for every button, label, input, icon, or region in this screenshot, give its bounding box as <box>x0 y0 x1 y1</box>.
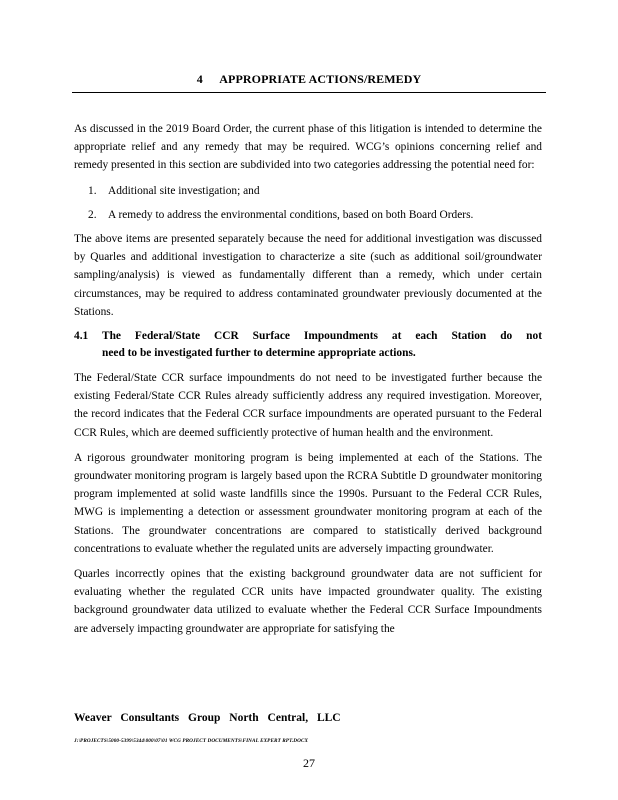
heading-rule <box>72 92 546 93</box>
list-item-text: A remedy to address the environmental conditions, based on both Board Orders. <box>108 208 474 221</box>
list-item-text: Additional site investigation; and <box>108 184 260 197</box>
body-paragraph-3: Quarles incorrectly opines that the existing background groundwater data are not sufficient for evaluating whether the regulated CCR units have impacted groundwater quality. The existing background groundwater data utilized to evaluate whether the Federal CCR Surface Impoundments are adversely impacting groundwater are appropriate for satisfying the <box>74 568 542 635</box>
subsection-number: 4.1 <box>74 330 89 343</box>
subsection-title-line-2: need to be investigated further to determine appropriate actions. <box>102 347 416 360</box>
category-list <box>74 182 542 224</box>
section-number: 4 <box>196 72 203 86</box>
body-paragraph-1: The Federal/State CCR surface impoundments do not need to be investigated further because the existing Federal/State CCR Rules already sufficiently address any required investigation. Moreover, the record indicates that the Federal CCR surface impoundments are operated pursuant to the Federal CCR Rules, which are deemed sufficiently protective of human health and the environment. <box>74 372 542 439</box>
intro-paragraph-2: The above items are presented separately because the need for additional investigation was discussed by Quarles and additional investigation to characterize a site (such as additional soil/groundwater sampling/analysis) is viewed as fundamentally different than a remedy, which under certain circumstances, may be required to address contaminated groundwater previously documented at the Stations. <box>74 233 542 318</box>
list-item <box>74 182 542 200</box>
page-number: 27 <box>303 756 315 770</box>
subsection-heading <box>74 328 542 362</box>
section-heading <box>72 72 546 87</box>
footer-company: Weaver Consultants Group North Central, LLC <box>74 712 341 724</box>
footer-file-path: J:\PROJECTS\5000-5399\5344\000\07\01 WCG PROJECT DOCUMENTS\FINAL EXPERT RPT.DOCX <box>74 738 309 744</box>
list-item-number: 2. <box>88 208 97 221</box>
subsection-title-line-1: The Federal/State CCR Surface Impoundments at each Station do not <box>102 330 542 343</box>
page-content <box>74 120 542 645</box>
body-paragraph-2: A rigorous groundwater monitoring program is being implemented at each of the Stations. The groundwater monitoring program is largely based upon the RCRA Subtitle D groundwater monitoring program implemented at solid waste landfills since the 1990s. Pursuant to the Federal CCR Rules, MWG is implementing a detection or assessment groundwater monitoring program at each of the Stations. The groundwater concentrations are compared to statistically derived background concentrations to evaluate whether the regulated units are adversely impacting groundwater. <box>74 451 542 555</box>
list-item-number: 1. <box>88 184 97 197</box>
section-title: APPROPRIATE ACTIONS/REMEDY <box>219 72 422 86</box>
intro-paragraph: As discussed in the 2019 Board Order, the current phase of this litigation is intended to determine the appropriate relief and any remedy that may be required. WCG’s opinions concerning relief and remedy presented in this section are subdivided into two categories addressing the potential need for: <box>74 123 542 172</box>
list-item <box>74 206 542 224</box>
